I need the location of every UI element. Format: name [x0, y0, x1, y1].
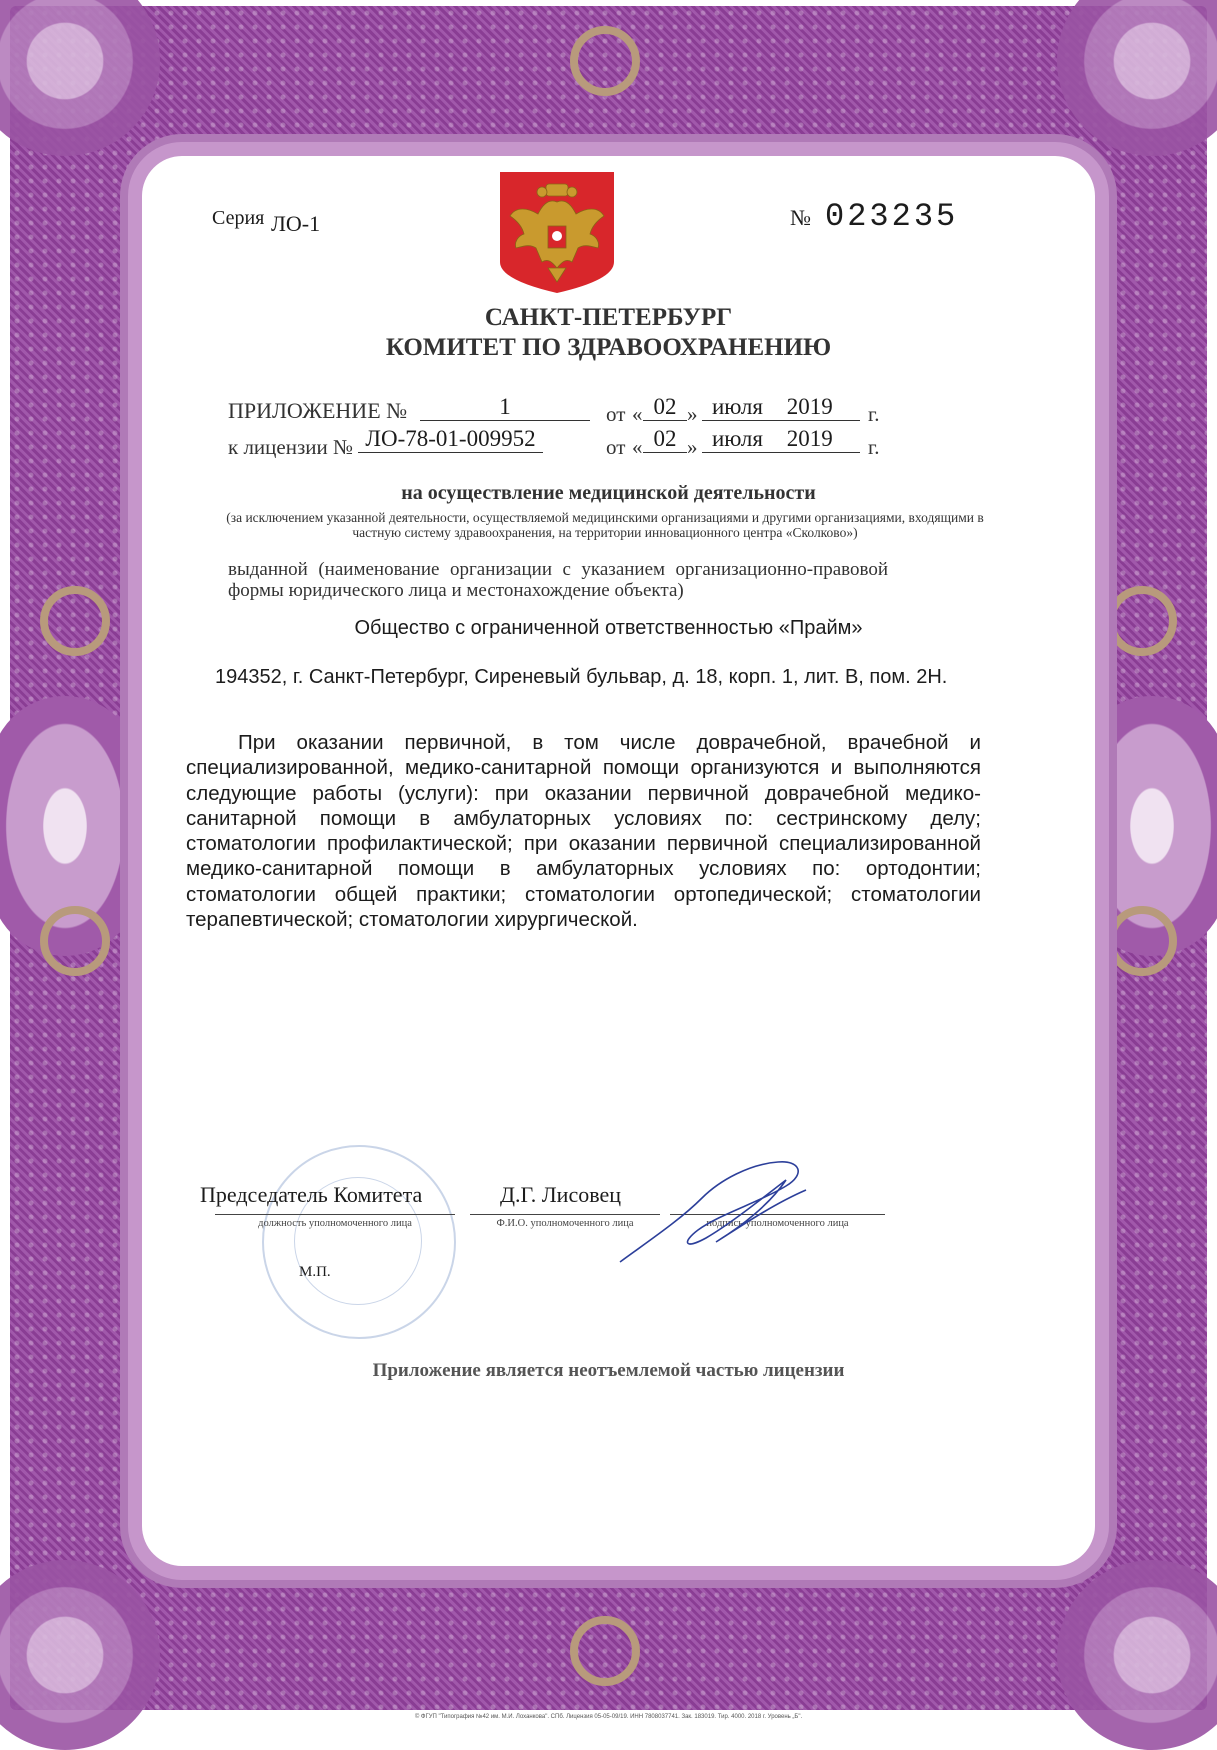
license-day: 02 — [643, 426, 687, 453]
printer-imprint: © ФГУП "Типография №42 им. М.И. Лоханкова". СПб. Лицензия 05-05-09/19. ИНН 7808037741. Зак. 183019. Тир. 4000. 2018 г. Уровень „Б". — [414, 1714, 803, 1720]
signatory-name: Д.Г. Лисовец — [500, 1182, 621, 1207]
gold-ornament-right-lower — [1107, 906, 1177, 976]
corner-ornament-top-left — [0, 0, 160, 156]
activity-title: на осуществление медицинской деятельности — [401, 482, 816, 504]
license-year: 2019 — [786, 426, 833, 451]
handwritten-signature — [610, 1150, 820, 1270]
appendix-date-from: от — [606, 402, 626, 426]
series-label: Серия — [212, 207, 265, 229]
services-text: При оказании первичной, в том числе доврачебной, врачебной и специализированной, медико-санитарной помощи организуются и выполняются следующие работы (услуги): при оказании первичной доврачебной медико-санитарной помощи в амбулаторных условиях по: сестринскому делу; стоматологии профилактической; при оказании первичной специализированной медико-санитарной помощи в амбулаторных условиях по: ортодонтии; стоматологии общей практики; стоматологии ортопедической; стоматологии терапевтической; стоматологии хирургической. — [186, 731, 981, 932]
position-line — [215, 1214, 455, 1215]
gold-ornament-left-lower — [40, 906, 110, 976]
coat-of-arms-icon — [498, 170, 616, 295]
organization-address: 194352, г. Санкт-Петербург, Сиреневый бульвар, д. 18, корп. 1, лит. В, пом. 2Н. — [215, 666, 948, 688]
name-caption: Ф.И.О. уполномоченного лица — [496, 1218, 634, 1229]
authority-committee: КОМИТЕТ ПО ЗДРАВООХРАНЕНИЮ — [385, 334, 832, 361]
appendix-label: ПРИЛОЖЕНИЕ № — [228, 398, 408, 423]
corner-ornament-top-right — [1057, 0, 1217, 156]
series-value: ЛО-1 — [271, 211, 321, 236]
appendix-day: 02 — [643, 394, 687, 421]
license-day-close: » — [687, 435, 698, 459]
official-stamp — [262, 1145, 456, 1339]
signature-caption: подпись уполномоченного лица — [706, 1218, 849, 1229]
license-month-year — [702, 426, 860, 453]
appendix-footer-note: Приложение является неотъемлемой частью лицензии — [372, 1360, 845, 1381]
appendix-year-suffix: г. — [868, 402, 880, 426]
appendix-number: 1 — [420, 394, 590, 421]
gold-ornament-top — [570, 26, 640, 96]
appendix-year: 2019 — [786, 394, 833, 419]
license-year-suffix: г. — [868, 435, 880, 459]
license-label: к лицензии № — [228, 435, 354, 459]
license-day-open: « — [632, 435, 643, 459]
license-month: июля — [712, 426, 763, 451]
activity-note: (за исключением указанной деятельности, осуществляемой медицинскими организациями и другими организациями, входящими в частную систему здравоохранения, на территории инновационного центра «Сколково») — [226, 510, 984, 540]
gold-ornament-bottom — [570, 1616, 640, 1686]
authority-city: САНКТ-ПЕТЕРБУРГ — [484, 304, 733, 331]
appendix-month: июля — [712, 394, 763, 419]
position-caption: должность уполномоченного лица — [258, 1218, 412, 1229]
appendix-month-year — [702, 394, 860, 421]
organization-name: Общество с ограниченной ответственностью «Прайм» — [354, 617, 863, 639]
appendix-day-open: « — [632, 402, 643, 426]
appendix-day-close: » — [687, 402, 698, 426]
license-number: ЛО-78-01-009952 — [358, 426, 543, 453]
seal-mark: М.П. — [299, 1264, 331, 1280]
issued-caption: выданной (наименование организации с указанием организационно-правовой формы юридического лица и местонахождение объекта) — [228, 559, 888, 601]
document-number: 023235 — [825, 198, 959, 235]
number-sign: № — [790, 205, 811, 230]
signatory-position: Председатель Комитета — [200, 1182, 423, 1207]
license-date-from: от — [606, 435, 626, 459]
